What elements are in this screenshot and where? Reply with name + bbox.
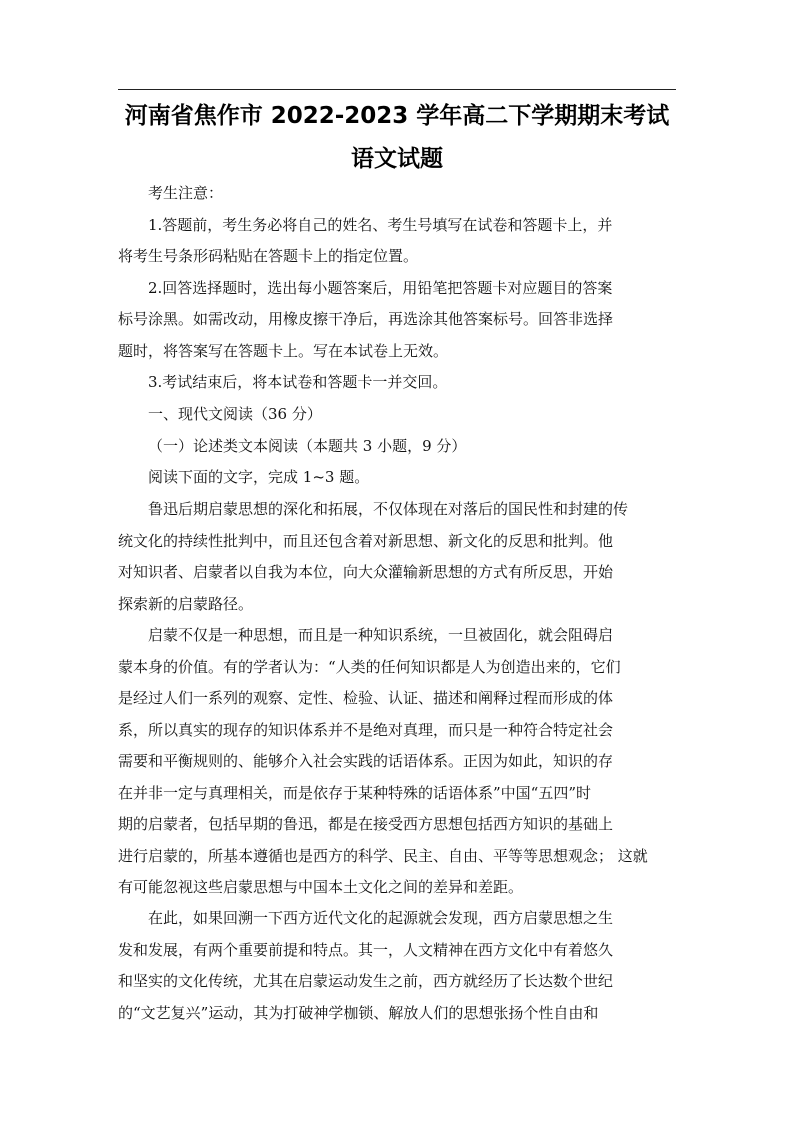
passage-paragraph-3 (118, 903, 684, 1029)
notice-line: 1.答题前，考生务必将自己的姓名、考生号填写在试卷和答题卡上，并 (148, 215, 613, 234)
notice-line: 3.考试结束后，将本试卷和答题卡一并交回。 (148, 373, 448, 391)
passage-line: 统文化的持续性批判中，而且还包含着对新思想、新文化的反思和批判。他 (118, 531, 614, 550)
passage-line: 有可能忽视这些启蒙思想与中国本土文化之间的差异和差距。 (118, 878, 524, 896)
passage-line: 对知识者、启蒙者以自我为本位，向大众灌输新思想的方式有所反思，开始 (118, 563, 614, 581)
passage-line: 在并非一定与真理相关，而是依存于某种特殊的话语体系”中国“五四”时 (118, 783, 592, 802)
notice-line: 题时，将答案写在答题卡上。写在本试卷上无效。 (118, 341, 449, 360)
passage-paragraph-2 (118, 620, 684, 904)
passage-line: 启蒙不仅是一种思想，而且是一种知识系统，一旦被固化，就会阻碍启 (148, 626, 614, 644)
passage-line: 和坚实的文化传统，尤其在启蒙运动发生之前，西方就经历了长达数个世纪 (118, 972, 614, 990)
passage-line: 发和发展，有两个重要前提和特点。其一，人文精神在西方文化中有着悠久 (118, 940, 614, 959)
passage-line: 的“文艺复兴”运动，其为打破神学枷锁、解放人们的思想张扬个性自由和 (118, 1003, 599, 1022)
passage-paragraph-1 (118, 494, 684, 620)
header-rule (118, 89, 676, 90)
passage-line: 蒙本身的价值。有的学者认为：“人类的任何知识都是人为创造出来的，它们 (118, 657, 621, 676)
passage-line: 需要和平衡规则的、能够介入社会实践的话语体系。正因为如此，知识的存 (118, 752, 614, 770)
section-headings (118, 399, 684, 494)
candidate-notice (118, 178, 684, 399)
passage-line: 进行启蒙的，所基本遵循也是西方的科学、民主、自由、平等等思想观念； 这就 (118, 846, 648, 865)
passage-line: 探索新的启蒙路径。 (118, 594, 254, 613)
passage-line: 鲁迅后期启蒙思想的深化和拓展，不仅体现在对落后的国民性和封建的传 (148, 500, 629, 518)
notice-heading: 考生注意： (148, 184, 224, 202)
section-subheading: （一）论述类文本阅读（本题共 3 小题，9 分） (148, 436, 467, 455)
passage-line: 在此，如果回溯一下西方近代文化的起源就会发现，西方启蒙思想之生 (148, 909, 614, 927)
notice-line: 2.回答选择题时，选出每小题答案后，用铅笔把答题卡对应题目的答案 (148, 278, 613, 297)
notice-line: 标号涂黑。如需改动，用橡皮擦干净后，再选涂其他答案标号。回答非选择 (118, 310, 614, 328)
notice-line: 将考生号条形码粘贴在答题卡上的指定位置。 (118, 247, 419, 265)
passage-line: 系，所以真实的现存的知识体系并不是绝对真理，而只是一种符合特定社会 (118, 720, 614, 739)
passage-line: 期的启蒙者，包括早期的鲁迅，都是在接受西方思想包括西方知识的基础上 (118, 815, 614, 833)
section-heading: 一、现代文阅读（36 分） (148, 405, 322, 423)
reading-instruction: 阅读下面的文字，完成 1~3 题。 (148, 468, 370, 486)
passage-line: 是经过人们一系列的观察、定性、检验、认证、描述和阐释过程而形成的体 (118, 689, 614, 707)
exam-title: 河南省焦作市 2022-2023 学年高二下学期期末考试 (124, 103, 670, 129)
exam-subtitle: 语文试题 (351, 146, 443, 172)
